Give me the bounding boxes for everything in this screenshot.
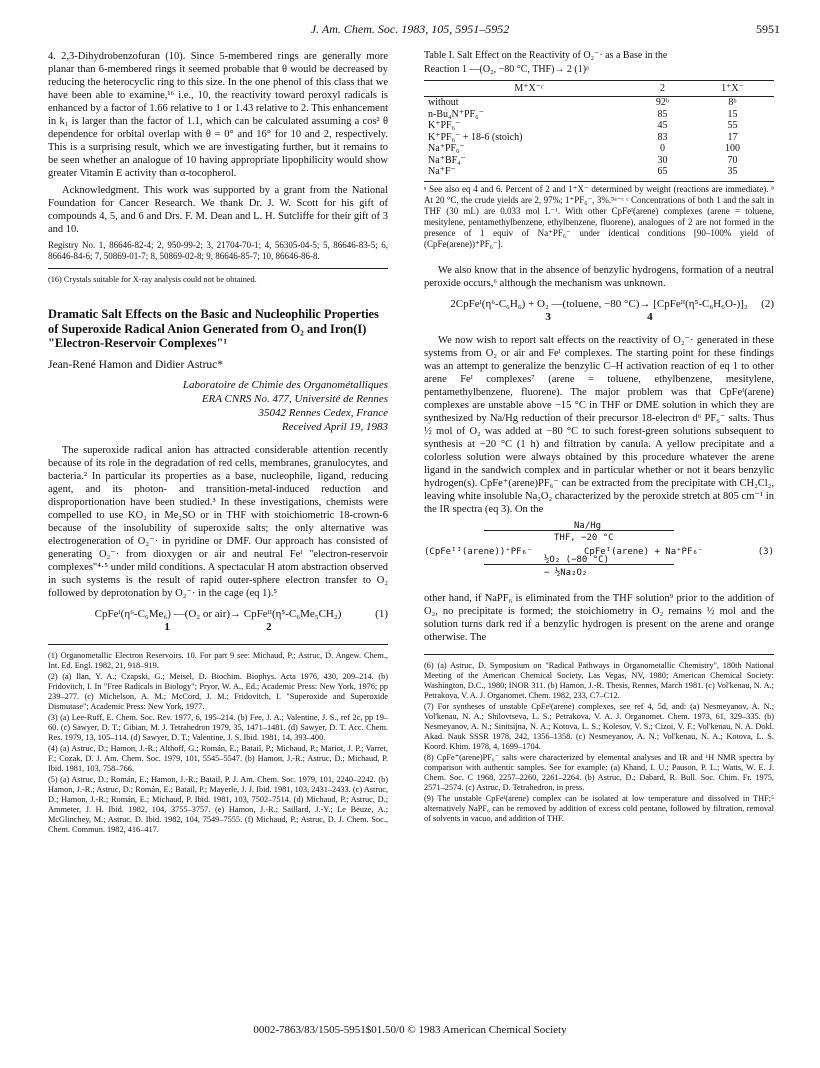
column-header: M⁺X⁻ᶜ xyxy=(424,81,634,97)
copyright-footer: 0002-7863/83/1505-5951$01.50/0 © 1983 American Chemical Society xyxy=(253,1024,567,1036)
body-paragraph: The superoxide radical anion has attracted considerable attention recently because of its role in the degradation of red cells, membranes, granulocytes, and bacteria.² In particular its properties as a base, nucleophile, ligand, reducing agent, and its photon- and transition-metal-induced reduction and disproportionation have been studied.³ In these investigations, chemists were compelled to use KO₂ in Me₂SO or in THF with stoichiometric 18-crown-6 because of the insolubility of superoxide salts; the only alternative was electrogeneration of O₂⁻· in pyridine or DMF. Our approach has consisted of generating O₂⁻· from dioxygen or air and neutral Feᴵ "electron-reservoir complexes"⁴·⁵ under mild conditions. A spectacular H atom abstraction observed in such systems is the result of rapid outer-sphere electron transfer to O₂ followed by deprotonation by O₂⁻· in the cage (eq 1).⁵ xyxy=(48,444,388,599)
table-cell: 92ᵇ xyxy=(655,97,670,108)
table-cell: 100 xyxy=(724,143,740,154)
divider xyxy=(424,654,774,655)
footnotes-left xyxy=(48,651,388,835)
page-number: 5951 xyxy=(756,22,780,36)
table-row xyxy=(424,120,774,132)
scheme-byproduct: − ½Na₂O₂ xyxy=(544,567,588,578)
salt-effect-table xyxy=(424,80,774,178)
registry-numbers: Registry No. 1, 86646-82-4; 2, 950-99-2; 3, 21704-70-1; 4, 56305-04-5; 5, 86646-83-5; 6, 86646-84-6; 7, 50869-01-7; 8, 50869-02-8; 9, 86646-85-7; 10, 86646-86-8. xyxy=(48,240,388,261)
table-footnote: ᵃ See also eq 4 and 6. Percent of 2 and 1⁺X⁻ determined by weight (reactions are immediate). ᵇ At 20 °C, the crude yields are 2, 97%; 1⁺PF₆⁻, 3%.⁵ᵃ⁻ᶜ ᶜ Concentrations of both 1 and the salt in THF (30 mL) are 0.033 mol L⁻¹. With other CpFeᴵ(arene) complexes (arene = toluene, mesitylene, pentamethylbenzene, ethylbenzene, fluorene), analogues of 2 are not formed in the presence of 1 equiv of Na⁺PF₆⁻ under identical conditions [90–100% yield of (CpFe(arene))⁺PF₆⁻]. xyxy=(424,181,774,250)
scheme-oxidant: ½O₂ (−80 °C) xyxy=(544,554,610,565)
body-paragraph: other hand, if NaPF₆ is eliminated from the THF solution⁹ prior to the addition of O₂, no precipitate is formed; the stoichiometry in O₂ remains ½ mol and the solution turns dark red if a benzylic hydrogen is present on the arene and orange otherwise. The xyxy=(424,592,774,643)
table-cell: n-Bu₄N⁺PF₆⁻ xyxy=(428,108,484,120)
compound-numbers: 3 4 xyxy=(545,310,653,323)
footnote: (9) The unstable CpFeᴵ(arene) complex can be isolated at low temperature and dissolved in THF;⁵ alternatively NaPF₆ can be removed by addition of excess cold pentane, followed by filtration, removal of solvents in vacuo, and addition of THF. xyxy=(424,793,774,823)
right-column xyxy=(424,50,774,825)
equation-text: CpFeᴵ(η⁶-C₆Me₆) —(O₂ or air)→ CpFeᴵᴵ(η⁵-C₆Me₅CH₂) xyxy=(94,607,342,620)
body-paragraph: We also know that in the absence of benzylic hydrogens, formation of a neutral peroxide occurs,⁶ although the mechanism was unknown. xyxy=(424,264,774,289)
footnote: (4) (a) Astruc, D.; Hamon, J.-R.; Althoff, G.; Román, E.; Batail, P.; Michaud, P.; Mariot, J. P.; Varret, F.; Cozak, D. J. Am. Chem. Soc. 1979, 101, 5545–5547. (b) Hamon, J.-R.; Astruc, D.; Michaud, P. Ibid. 1981, 103, 758–766. xyxy=(48,743,388,773)
equation-text: 2CpFeᴵ(η⁶-C₆H₆) + O₂ —(toluene, −80 °C)→ [CpFeᴵᴵ(η⁵-C₆H₆O-)]₂ xyxy=(450,297,748,310)
table-cell: 65 xyxy=(657,166,668,177)
table-row xyxy=(424,143,774,155)
table-cell: 85 xyxy=(657,108,668,120)
divider xyxy=(48,268,388,269)
running-header xyxy=(0,22,820,38)
affiliation-line: 35042 Rennes Cedex, France xyxy=(258,406,388,419)
table-row xyxy=(424,166,774,178)
divider xyxy=(48,644,388,645)
footnote-16: (16) Crystals suitable for X-ray analysis could not be obtained. xyxy=(48,275,257,284)
footnote: (7) For syntheses of unstable CpFeᴵ(arene) complexes, see ref 4, 5d, and: (a) Nesmeyanov, A. N.; Vol'kenau, N. A.; Shilovtseva, L. S.; Petrakova, V. A. J. Organomet. Chem. 1973, 61, 329–335. (b) Nesmeyanov, A. N.; Sinitsijna, N. A.; Kotova, L. S.; Kolesov, V. S.; Cizoi, V. F.; Vol'kenau, N. A. Dokl. Akad. Nauk SSSR 1978, 242, 1356–1358. (c) Nesmeyanov, A. N.; Vol'kenau, N. A.; Kotova, L. S. Koord. Khim. 1978, 4, 1699–1704. xyxy=(424,701,774,751)
scheme-product: CpFeᴵ(arene) + Na⁺PF₆⁻ xyxy=(584,546,704,557)
section-paragraph-dihydrobenzofuran: 4. 2,3-Dihydrobenzofuran (10). Since 5-membered rings are generally more planar than 6-membered rings it seemed probable that θ would be decreased by reducing the heterocyclic ring to this size. In the one phenol of this class that we have been able to examine,¹⁶ i.e., 10, the reactivity toward peroxyl radicals is enhanced by a factor of 1.66 relative to 1 or 1.43 relative to 2. This enhancement in k₁ is larger than the factor of 1.1, which can be calculated assuming a cos² θ dependence for orbital overlap with θ = 0° and 16° for 10 and 2, respectively. This is a surprising result, which we are investigating further, but it remains to be seen whether an analogue of 10 having appropriate lipophilicity would show greater Vitamin E activity than α-tocopherol. xyxy=(48,51,388,179)
table-row xyxy=(424,132,774,144)
scheme-reagent: Na/Hg xyxy=(574,520,602,531)
table-cell: 70 xyxy=(727,154,738,166)
footnote: (6) (a) Astruc, D. Symposium on "Radical Pathways in Organometallic Chemistry", 180th National Meeting of the American Chemical Society, Las Vegas, NV, 1980; American Chemical Society: Washington, D.C., 1980; INOR 311. (b) Hamon, J.-R. Thesis, Rennes, March 1981. (c) Vol'kenau, N. A.; Petrakova, V. A. J. Organomet. Chem. 1982, 233, C7–C12. xyxy=(424,660,774,700)
table-cell: Na⁺BF₄⁻ xyxy=(428,154,466,166)
article-title: Dramatic Salt Effects on the Basic and Nucleophilic Properties of Superoxide Radical Anion Generated from O₂ and Iron(I) "Electron-Reservoir Complexes"¹ xyxy=(48,307,379,350)
body-paragraph: We now wish to report salt effects on the reactivity of O₂⁻· generated in these systems from O₂ or air and Feᴵ complexes. The starting point for these findings was an attempt to generalize the benzylic C–H activation reaction of eq 1 to other arene Feᴵ complexes⁷ (arene = toluene, ethylbenzene, mesitylene, pentamethylbenzene, fluorene). The major problem was that CpFeᴵ(arene) complexes are unstable above −15 °C in THF or DME solution in which they are synthesized by Na/Hg reduction of their precursor 18-electron d⁶ PF₆⁻ salts. Thus ½ mol of O₂ was added at −80 °C to such forest-green solutions subsequent to synthesis at −20 °C (1 h) and filtration by canula. A yellow precipitate and a colorless solution were always obtained by this procedure whatever the arene ligand in the sandwich complex and in particular whether or not it bears benzylic hydrogen(s). CpFe⁺(arene)PF₆⁻ can be extracted from the precipitate with CH₂Cl₂, leaving white insoluble Na₂O₂ characterized by the peroxide stretch at 805 cm⁻¹ in the IR spectra (eq 3). On the xyxy=(424,334,774,515)
footnote: (5) (a) Astruc, D.; Román, E.; Hamon, J.-R.; Batail, P. J. Am. Chem. Soc. 1979, 101, 2240–2242. (b) Hamon, J.-R.; Astruc, D.; Román, E.; Batail, P.; Mayerle, J. J. Ibid. 1981, 103, 2431–2433. (c) Astruc, D.; Hamon, J.-R.; Román, E.; Michaud, P. Ibid. 1981, 103, 7502–7514. (d) Michaud, P.; Astruc, D.; Ammeter, J. H. Ibid. 1982, 104, 3755–3757. (e) Hamon, J.-R.; Saillard, J.-Y.; Le Beuze, A.; McGlinchey, M.; Astruc, D. Ibid. 1982, 104, 7549–7555. (f) Michaud, P.; Astruc, D. J. Chem. Soc., Chem. Commun. 1982, 416–417. xyxy=(48,774,388,834)
footnote: (1) Organometallic Electron Reservoirs. 10. For part 9 see: Michaud, P.; Astruc, D. Angew. Chem., Int. Ed. Engl. 1982, 21, 918–919. xyxy=(48,650,388,670)
table-header-row xyxy=(424,81,774,97)
table-cell: Na⁺F⁻ xyxy=(428,166,456,177)
table-cell: without xyxy=(428,97,459,108)
table-cell: K⁺PF₆⁻ xyxy=(428,120,461,131)
footnotes-right xyxy=(424,661,774,824)
table-cell: 45 xyxy=(657,120,668,131)
equation-number: (2) xyxy=(761,297,774,310)
table-row xyxy=(424,155,774,167)
table-caption: Table I. Salt Effect on the Reactivity of O₂⁻· as a Base in the xyxy=(424,50,668,61)
article-authors: Jean-René Hamon and Didier Astruc* xyxy=(48,358,224,371)
table-cell: 30 xyxy=(657,154,668,166)
affiliation xyxy=(48,378,388,434)
table-row xyxy=(424,97,774,109)
table-cell: 0 xyxy=(659,143,665,154)
footnote: (2) (a) Ilan, Y. A.; Czapski, G.; Meisel, D. Biochim. Biophys. Acta 1976, 430, 209–214. (b) Fridovitch, I. In "Free Radicals in Biology"; Pryor, W. A., Ed.; Academic Press: New York, 1976; pp 239–277. (c) Michelson, A. M.; McCord, J. M.; Fridovitch, I. "Superoxide and Superoxide Dismutase"; Academic Press: New York, 1977. xyxy=(48,671,388,711)
table-cell: K⁺PF₆⁻ + 18-6 (stoich) xyxy=(428,131,523,143)
table-cell: 83 xyxy=(657,131,668,143)
footnote: (8) CpFe⁺(arene)PF₆⁻ salts were characterized by elemental analyses and IR and ¹H NMR spectra by comparison with authentic samples. See for example: (a) Khand, I. U.; Pauson, P. L.; Watts, W. E. J. Chem. Soc. C 1968, 2257–2260, 2261–2264. (b) Astruc, D.; Dabard, R. Bull. Soc. Chim. Fr. 1975, 2571–2574. (c) Astruc, D. Tetrahedron, in press. xyxy=(424,752,774,792)
table-cell: 35 xyxy=(727,166,738,177)
table-cell: 15 xyxy=(727,108,738,120)
left-column xyxy=(48,50,388,836)
equation-number: (1) xyxy=(375,607,388,620)
column-header: 2 xyxy=(634,81,691,97)
table-cell: Na⁺PF₆⁻ xyxy=(428,143,465,154)
journal-citation: J. Am. Chem. Soc. 1983, 105, 5951–5952 xyxy=(310,22,510,36)
table-reaction: Reaction 1 —(O₂, −80 °C, THF)→ 2 (1)ᵃ xyxy=(424,64,589,75)
compound-numbers: 1 2 xyxy=(164,620,272,633)
equation-3-scheme xyxy=(424,520,774,586)
footnote: (3) (a) Lee-Ruff, E. Chem. Soc. Rev. 1977, 6, 195–214. (b) Fee, J. A.; Valentine, J. S., ref 2c, pp 19–60. (c) Sawyer, D. T.; Gibian, M. J. Tetrahedron 1979, 35, 1471–1481. (d) Sawyer, D. T. Acc. Chem. Res. 1979, 13, 105–114. (d) Sawyer, D. T.; Valentine, J. S. Ibid. 1981, 14, 393–400. xyxy=(48,712,388,742)
affiliation-line: ERA CNRS No. 477, Université de Rennes xyxy=(201,392,388,405)
affiliation-line: Laboratoire de Chimie des Organométalliques xyxy=(182,378,388,391)
table-row xyxy=(424,109,774,121)
equation-number: (3) xyxy=(757,546,774,557)
column-header: 1⁺X⁻ xyxy=(691,81,774,97)
table-cell: 17 xyxy=(727,131,738,143)
acknowledgment: Acknowledgment. This work was supported by a grant from the National Foundation for Cancer Research. We thank Dr. J. W. Scott for his gift of compounds 4, 5, and 6 and Drs. F. M. Dean and L. H. Sutcliffe for their gift of 3 and 10. xyxy=(48,185,388,235)
table-cell: 55 xyxy=(727,120,738,131)
received-date: Received April 19, 1983 xyxy=(281,420,388,433)
equation-1 xyxy=(48,608,388,634)
table-cell: 8ᵇ xyxy=(728,97,737,108)
scheme-reactant: (CpFeᴵᴵ(arene))⁺PF₆⁻ xyxy=(424,546,533,557)
equation-2 xyxy=(424,298,774,324)
scheme-condition: THF, −20 °C xyxy=(554,532,614,543)
